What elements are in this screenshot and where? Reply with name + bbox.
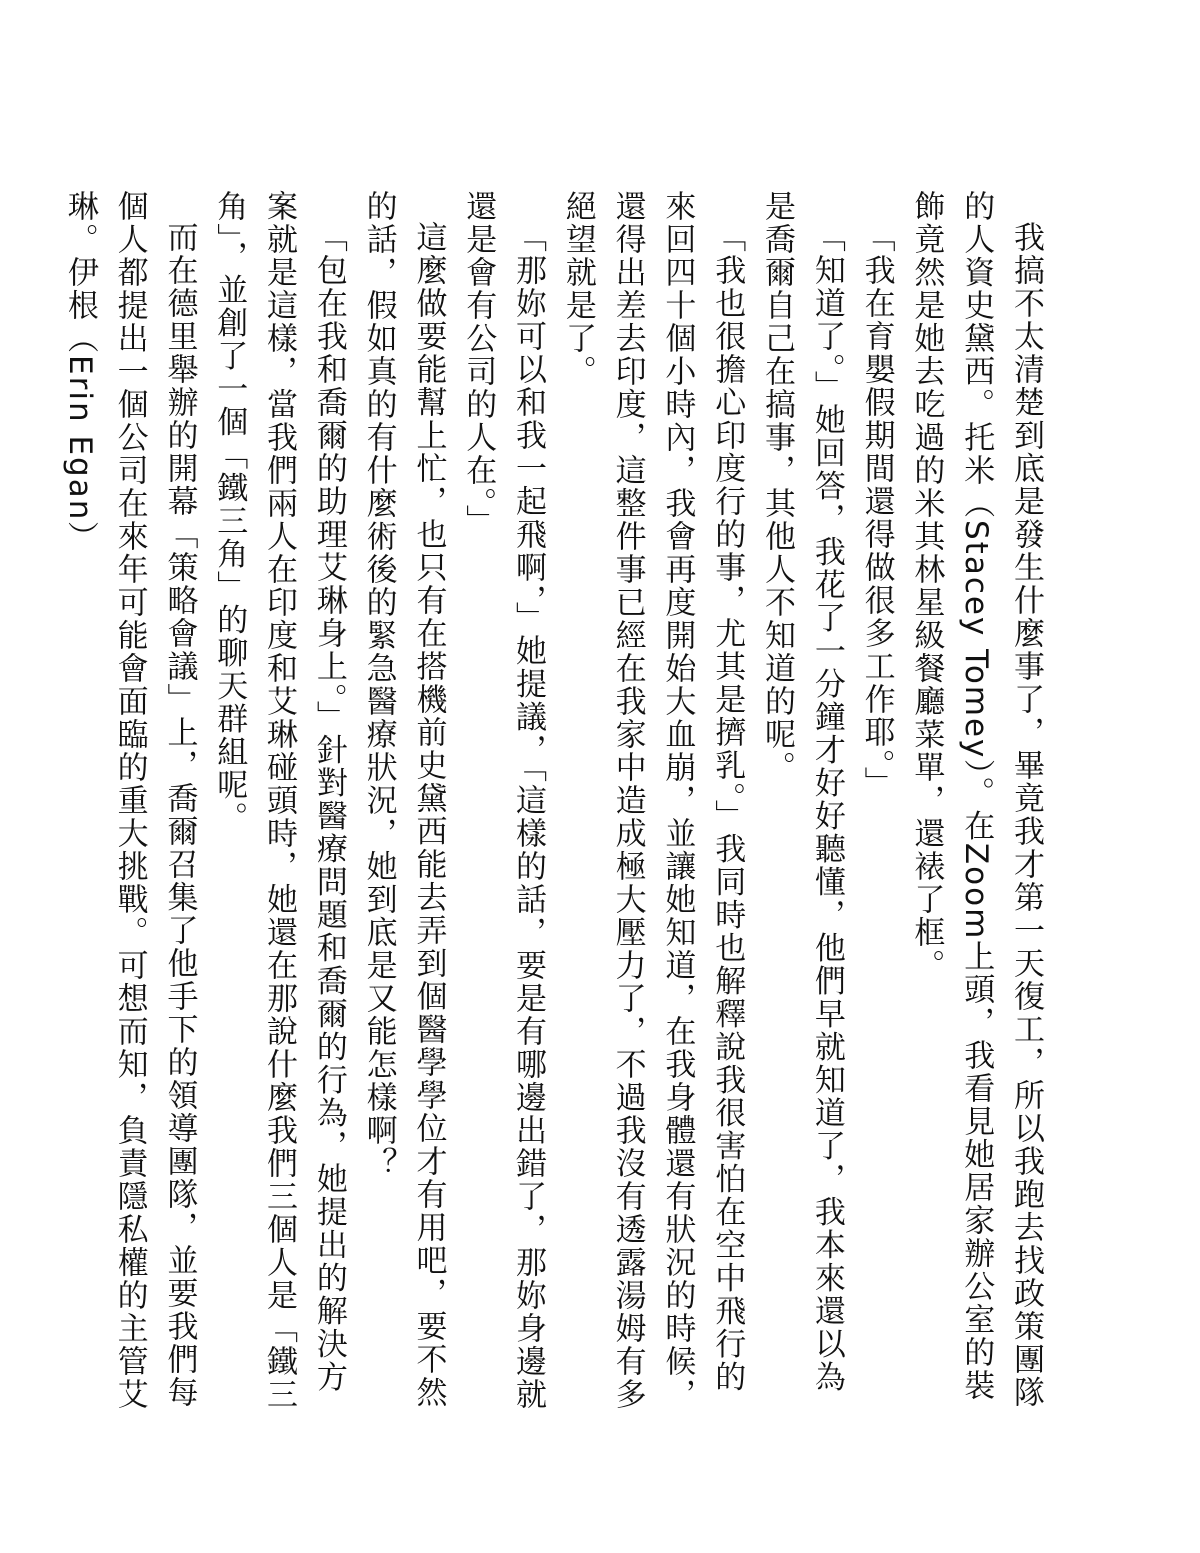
paragraph-1: 我搞不太清楚到底是發生什麼事了，畢竟我才第一天復工，所以我跑去找政策團隊的人資史黛西。托米（Stacey Tomey）。在Zoom上頭，我看見她居家辦公室的裝飾竟然是她去吃過的米其林星級餐廳菜單，還裱了框。 (908, 190, 1044, 1409)
vertical-text-body (61, 190, 1050, 1420)
paragraph-6: 這麼做要能幫上忙，也只有在搭機前史黛西能去弄到個醫學學位才有用吧，要不然的話，假如真的有什麼術後的緊急醫療狀況，她到底是又能怎樣啊？ (360, 190, 447, 1409)
paragraph-5: 「那妳可以和我一起飛啊，」她提議，「這樣的話，要是有哪邊出錯了，那妳身邊就還是會有公司的人在。」 (460, 190, 547, 1411)
paragraph-2: 「我在育嬰假期間還得做很多工作耶。」 (858, 221, 895, 800)
paragraph-8: 而在德里舉辦的開幕「策略會議」上，喬爾召集了他手下的領導團隊，並要我們每個人都提出一個公司在來年可能會面臨的重大挑戰。可想而知，負責隱私權的主管艾琳。伊根（Erin Egan） (61, 190, 198, 1411)
paragraph-4: 「我也很擔心印度行的事，尤其是擠乳。」我同時也解釋說我很害怕在空中飛行的來回四十個小時內，我會再度開始大血崩，並讓她知道，在我身體還有狀況的時候，還得出差去印度，這整件事已經在我家中造成極大壓力了，不過我沒有透露湯姆有多絕望就是了。 (559, 190, 746, 1411)
paragraph-3: 「知道了。」她回答，我花了一分鐘才好好聽懂，他們早就知道了，我本來還以為是喬爾自己在搞事，其他人不知道的呢。 (759, 190, 845, 1394)
paragraph-7: 「包在我和喬爾的助理艾琳身上。」針對醫療問題和喬爾的行為，她提出的解決方案就是這樣，當我們兩人在印度和艾琳碰頭時，她還在那說什麼我們三個人是「鐵三角」，並創了一個「鐵三角」的聊天群組呢。 (211, 190, 347, 1411)
